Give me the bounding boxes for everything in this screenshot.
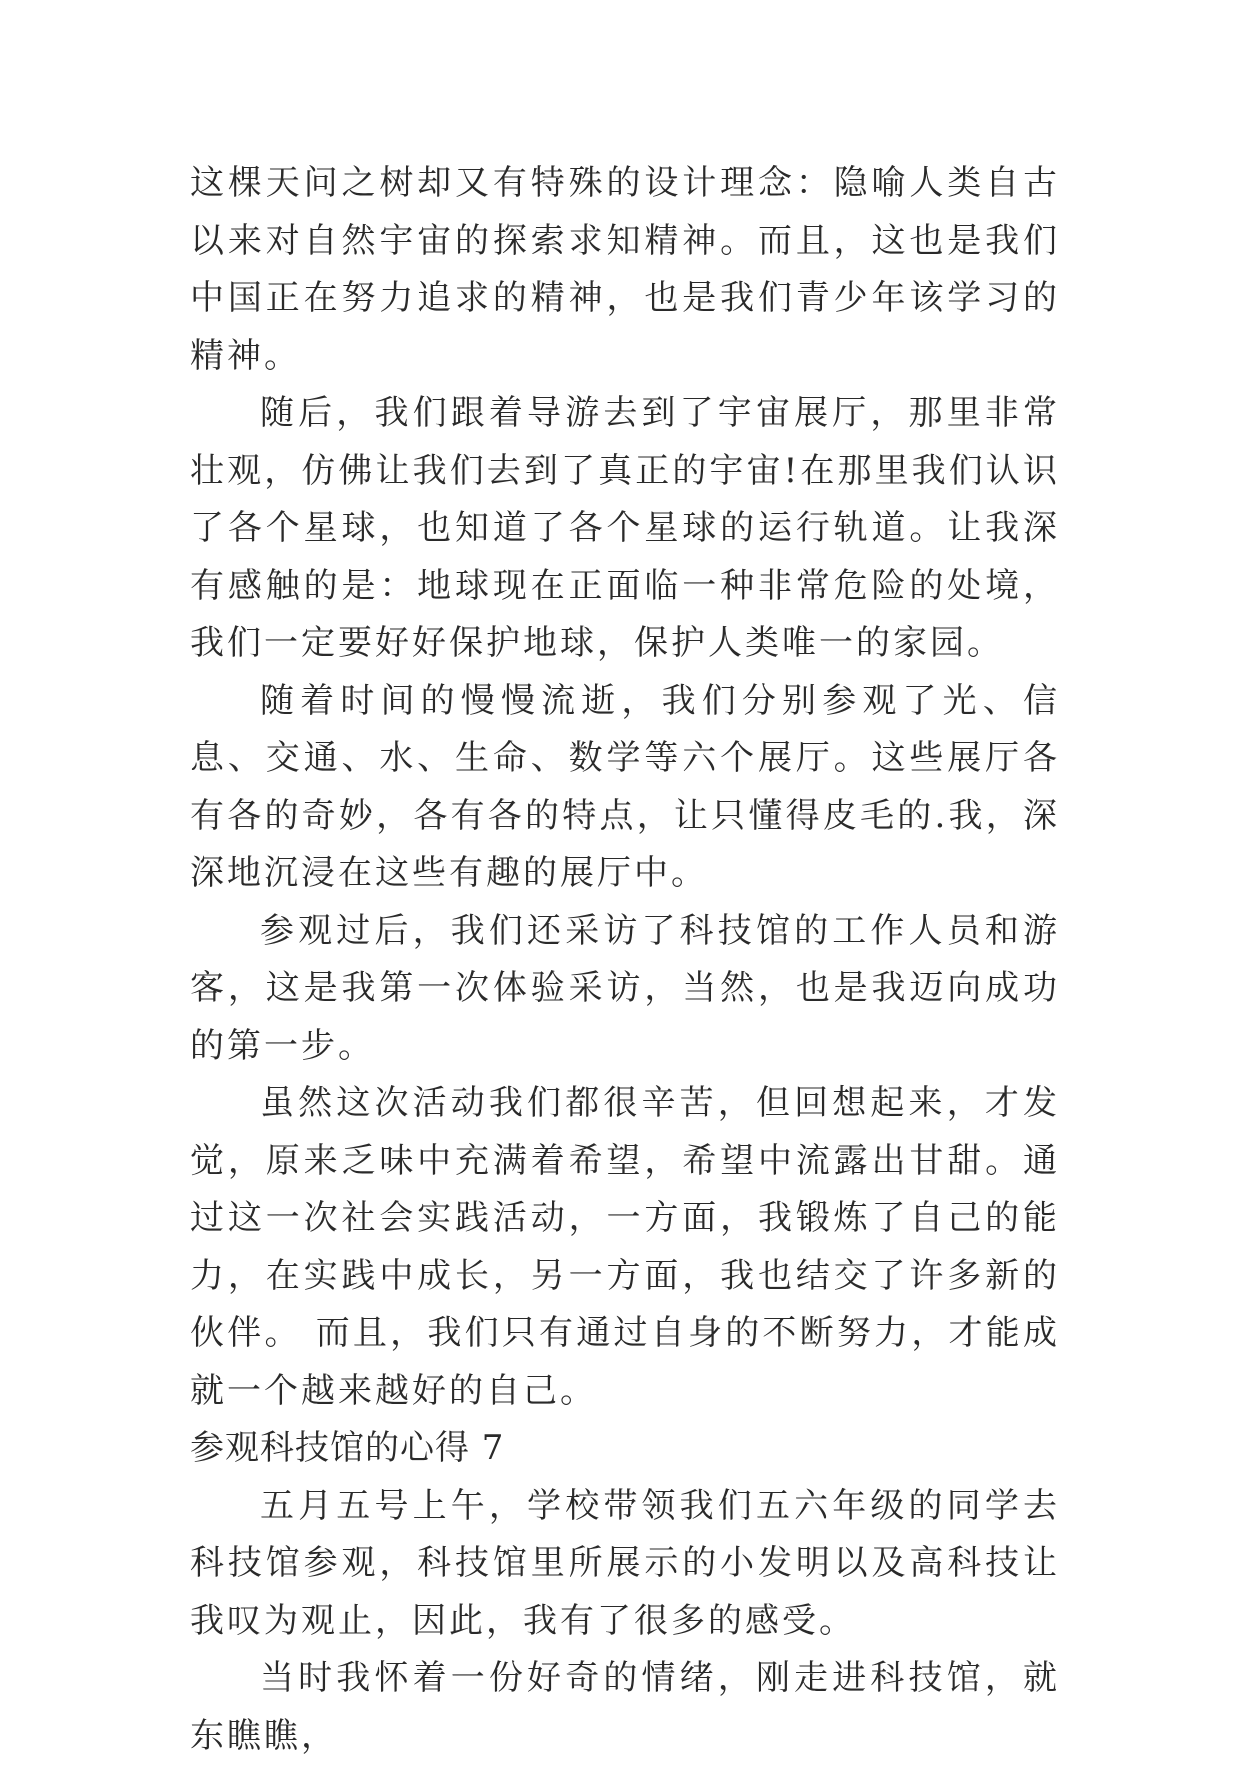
paragraph-universe-hall: 随后，我们跟着导游去到了宇宙展厅，那里非常壮观，仿佛让我们去到了真正的宇宙!在那里我们认识了各个星球，也知道了各个星球的运行轨道。让我深有感触的是：地球现在正面临一种非常危险的处境，我们一定要好好保护地球，保护人类唯一的家园。 (190, 393, 1060, 663)
paragraph-may-fifth-visit: 五月五号上午，学校带领我们五六年级的同学去科技馆参观，科技馆里所展示的小发明以及高科技让我叹为观止，因此，我有了很多的感受。 (190, 1485, 1060, 1641)
section-heading: 参观科技馆的心得 7 (190, 1428, 505, 1468)
paragraph-curiosity: 当时我怀着一份好奇的情绪，刚走进科技馆，就东瞧瞧， (190, 1658, 1060, 1756)
paragraph-six-halls: 随着时间的慢慢流逝，我们分别参观了光、信息、交通、水、生命、数学等六个展厅。这些展厅各有各的奇妙，各有各的特点，让只懂得皮毛的.我，深深地沉浸在这些有趣的展厅中。 (190, 680, 1060, 893)
paragraph-reflection: 虽然这次活动我们都很辛苦，但回想起来，才发觉，原来乏味中充满着希望，希望中流露出甘甜。通过这一次社会实践活动，一方面，我锻炼了自己的能力，在实践中成长，另一方面，我也结交了许多新的伙伴。 而且，我们只有通过自身的不断努力，才能成就一个越来越好的自己。 (190, 1083, 1060, 1411)
paragraph-tree-of-inquiry: 这棵天问之树却又有特殊的设计理念：隐喻人类自古以来对自然宇宙的探索求知精神。而且，这也是我们中国正在努力追求的精神，也是我们青少年该学习的精神。 (190, 163, 1060, 376)
document-body (190, 155, 1060, 1765)
paragraph-interview: 参观过后，我们还采访了科技馆的工作人员和游客，这是我第一次体验采访，当然，也是我迈向成功的第一步。 (190, 910, 1060, 1066)
